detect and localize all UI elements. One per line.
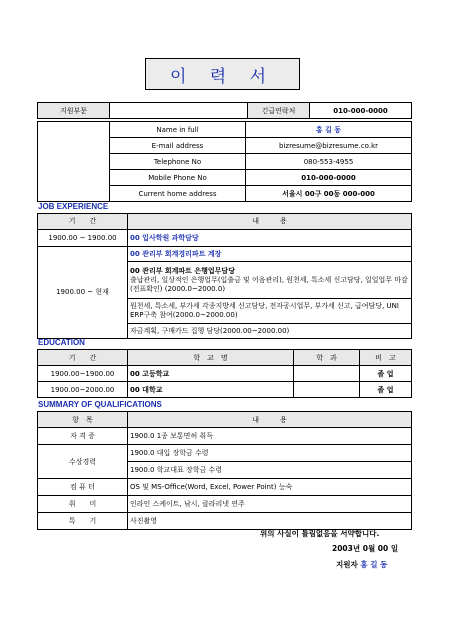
job-row-content: 원천세, 특소세, 부가세 각종지방세 신고담당, 전자공시업무, 부가세 신고, 급여담당, UNI ERP구축 참여(2000.0~2000.00) — [128, 299, 412, 324]
applicant-signature — [336, 559, 387, 570]
mobile-label: Mobile Phone No — [110, 170, 246, 186]
award-label: 수상경력 — [38, 445, 128, 479]
apply-label: 지원부문 — [38, 103, 110, 119]
applicant-name: 홍 길 동 — [360, 560, 388, 569]
job-row-content — [128, 262, 412, 299]
qualifications-table — [37, 411, 412, 530]
email-value: bizresume@bizresume.co.kr — [246, 138, 412, 154]
edu-row-major — [294, 366, 360, 382]
edu-row-school: 00 대학교 — [128, 382, 294, 398]
job-bank-title: 00 관리부 회계파트 은행업무담당 — [130, 266, 235, 275]
job-row-period: 1900.00 ~ 1900.00 — [38, 230, 128, 247]
job-row-content: 00 입사학원 과학담당 — [128, 230, 412, 247]
photo-area — [38, 122, 110, 202]
name-label: Name in full — [110, 122, 246, 138]
job-row-period: 1900.00 ~ 현재 — [38, 247, 128, 339]
education-table — [37, 349, 412, 398]
address-value: 서울시 00구 00동 000-000 — [246, 186, 412, 202]
computer-label: 컴 퓨 터 — [38, 479, 128, 496]
edu-row-major — [294, 382, 360, 398]
contact-label: 긴급연락처 — [248, 103, 310, 119]
document-title-box — [145, 58, 300, 90]
pledge-date: 2003년 0월 00 일 — [332, 544, 399, 553]
qualifications-heading: SUMMARY OF QUALIFICATIONS — [38, 400, 162, 409]
job-col-period: 기 간 — [38, 214, 128, 230]
phone-label: Telephone No — [110, 154, 246, 170]
license-label: 자 격 증 — [38, 428, 128, 445]
job-row-content: 00 관리부 회계경리파트 계장 — [128, 247, 412, 262]
job-col-content: 내 용 — [128, 214, 412, 230]
mobile-value: 010-000-0000 — [246, 170, 412, 186]
award-item: 1900.0 대입 장학금 수령 — [128, 445, 412, 462]
computer-value: OS 및 MS-Office(Word, Excel, Power Point) 능숙 — [128, 479, 412, 496]
job-experience-table — [37, 213, 412, 339]
license-value: 1900.0 1종 보통면허 취득 — [128, 428, 412, 445]
edu-row-note: 졸 업 — [360, 366, 412, 382]
edu-row-note: 졸 업 — [360, 382, 412, 398]
phone-value: 080-553-4955 — [246, 154, 412, 170]
education-heading: EDUCATION — [38, 338, 85, 347]
qual-col-content: 내 용 — [128, 412, 412, 428]
qual-col-item: 항 목 — [38, 412, 128, 428]
job-experience-heading: JOB EXPERIENCE — [38, 202, 109, 211]
address-label: Current home address — [110, 186, 246, 202]
special-value: 사진촬영 — [128, 513, 412, 530]
contact-detail-table — [37, 121, 412, 202]
edu-col-school: 학 교 명 — [128, 350, 294, 366]
contact-value: 010-000-0000 — [310, 103, 412, 119]
special-label: 특 기 — [38, 513, 128, 530]
edu-row-period: 1900.00~2000.00 — [38, 382, 128, 398]
personal-info-table — [37, 102, 412, 119]
apply-value — [110, 103, 248, 119]
job-row-content: 자금계획, 구매카드 집행 담당(2000.00~2000.00) — [128, 324, 412, 339]
hobby-label: 취 미 — [38, 496, 128, 513]
edu-row-period: 1900.00~1900.00 — [38, 366, 128, 382]
applicant-label: 지원자 — [336, 560, 358, 569]
hobby-value: 인라인 스케이트, 낚시, 클라리넷 연주 — [128, 496, 412, 513]
name-value: 홍 길 동 — [246, 122, 412, 138]
job-bank-detail: 출납관리, 일상적인 은행업무(입출금 및 어음관리), 원천세, 특소세 신고담당, 일일업무 마감(전표확인) (2000.0~2000.0) — [130, 275, 408, 293]
document-title: 이 력 서 — [169, 66, 276, 87]
edu-row-school: 00 고등학교 — [128, 366, 294, 382]
pledge-text: 위의 사실이 틀림없음을 서약합니다. — [260, 529, 380, 538]
edu-col-period: 기 간 — [38, 350, 128, 366]
edu-col-major: 학 과 — [294, 350, 360, 366]
edu-col-note: 비 고 — [360, 350, 412, 366]
award-item: 1900.0 학교대표 장학금 수령 — [128, 462, 412, 479]
email-label: E-mail address — [110, 138, 246, 154]
